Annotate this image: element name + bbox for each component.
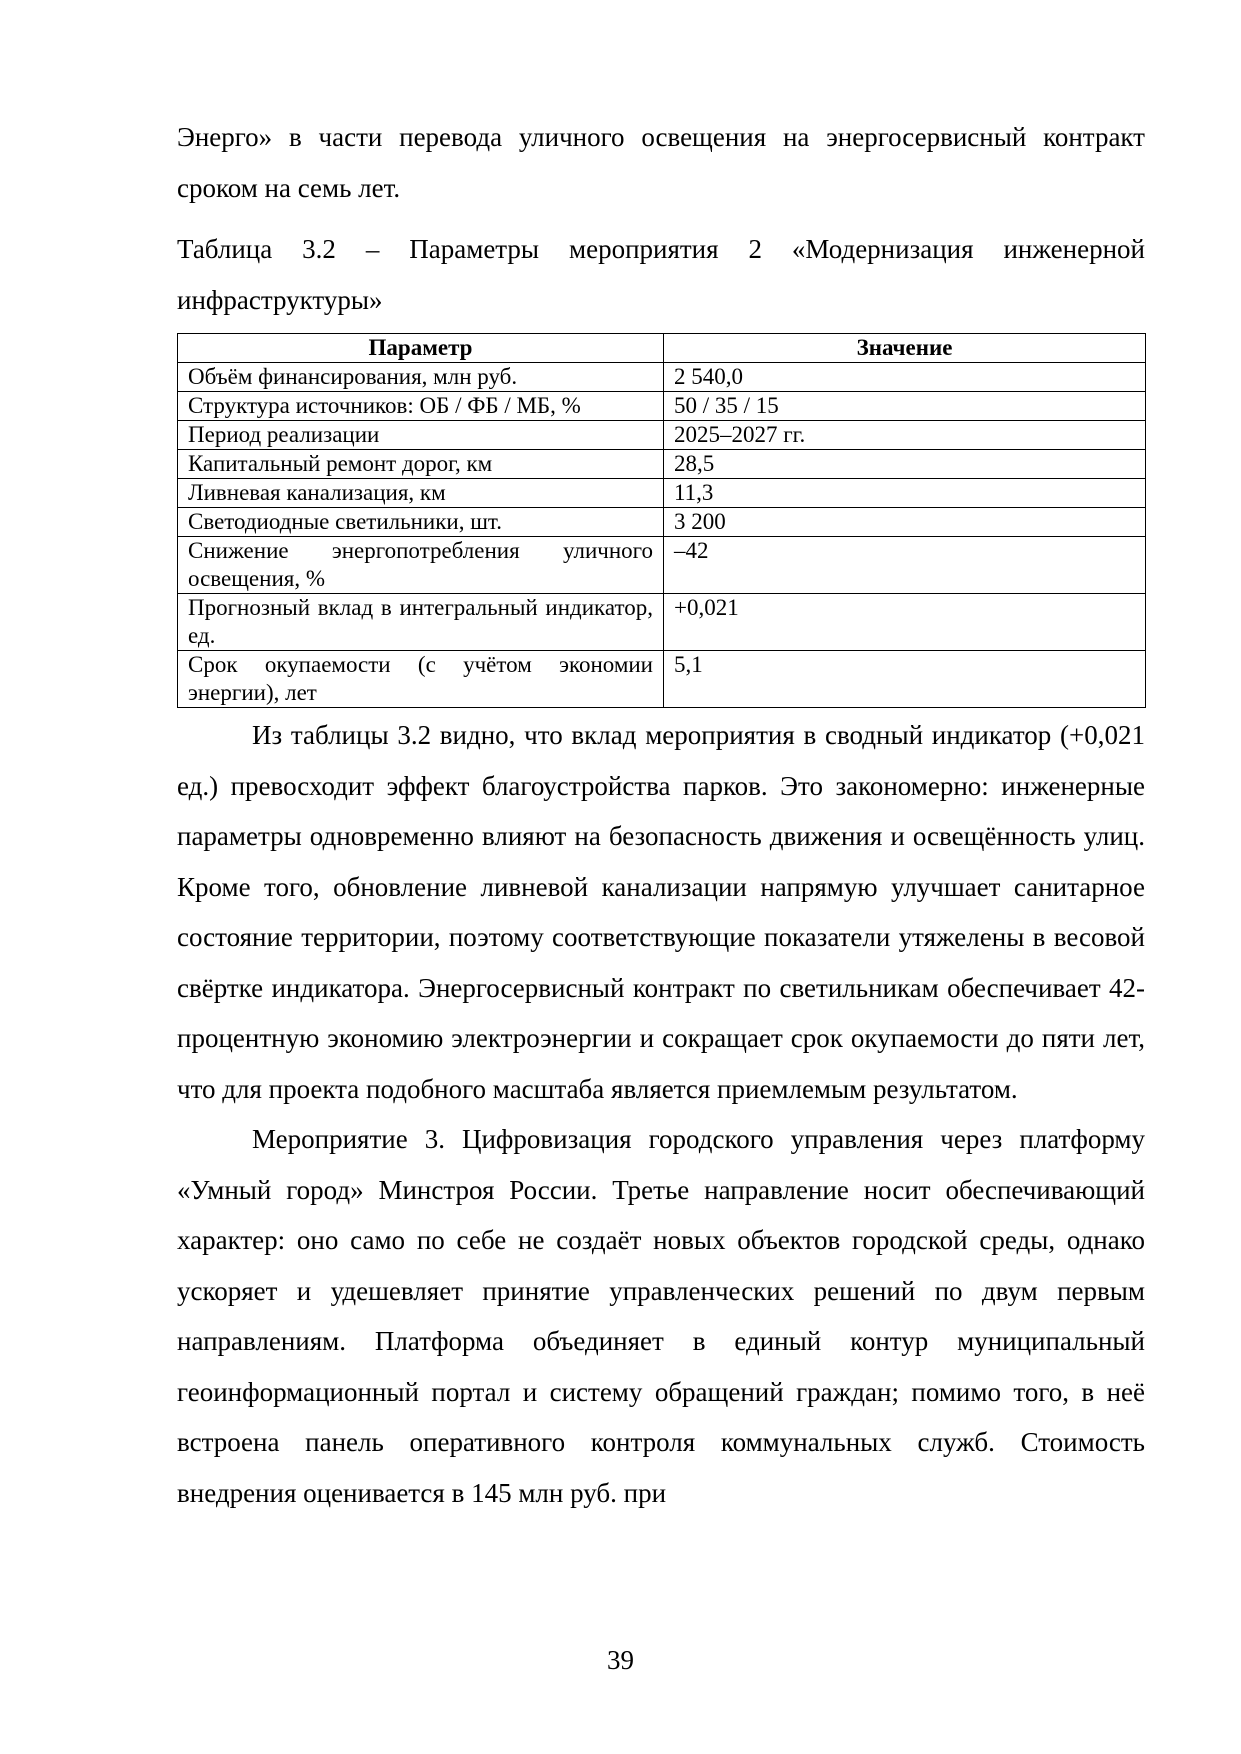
table-cell-value: +0,021 xyxy=(664,594,1146,651)
page-content xyxy=(177,112,1145,1518)
table-cell-value: –42 xyxy=(664,537,1146,594)
paragraph-intro: Энерго» в части перевода уличного освещения на энергосервисный контракт сроком на семь лет. xyxy=(177,122,1145,203)
table-row xyxy=(178,363,1146,392)
table-cell-value: 50 / 35 / 15 xyxy=(664,392,1146,421)
paragraph-measure-3: Мероприятие 3. Цифровизация городского управления через платформу «Умный город» Минстроя России. Третье направление носит обеспечивающий характер: оно само по себе не создаёт новых объектов городской среды, однако ускоряет и удешевляет принятие управленческих решений по двум первым направлениям. Платформа объединяет в единый контур муниципальный геоинформационный портал и систему обращений граждан; помимо того, в неё встроена панель оперативного контроля коммунальных служб. Стоимость внедрения оценивается в 145 млн руб. при xyxy=(177,1124,1145,1508)
table-cell-parameter: Капитальный ремонт дорог, км xyxy=(178,450,664,479)
paragraph-analysis: Из таблицы 3.2 видно, что вклад мероприятия в сводный индикатор (+0,021 ед.) превосходит эффект благоустройства парков. Это закономерно: инженерные параметры одновременно влияют на безопасность движения и освещённость улиц. Кроме того, обновление ливневой канализации напрямую улучшает санитарное состояние территории, поэтому соответствующие показатели утяжелены в весовой свёртке индикатора. Энергосервисный контракт по светильникам обеспечивает 42-процентную экономию электроэнергии и сокращает срок окупаемости до пяти лет, что для проекта подобного масштаба является приемлемым результатом. xyxy=(177,720,1145,1104)
table-cell-value: 2025–2027 гг. xyxy=(664,421,1146,450)
table-row xyxy=(178,508,1146,537)
table-cell-value: 2 540,0 xyxy=(664,363,1146,392)
table-row xyxy=(178,421,1146,450)
table-cell-parameter: Срок окупаемости (с учётом экономии энергии), лет xyxy=(178,651,664,708)
table-cell-value: 3 200 xyxy=(664,508,1146,537)
table-row xyxy=(178,479,1146,508)
table-caption: Таблица 3.2 – Параметры мероприятия 2 «Модернизация инженерной инфраструктуры» xyxy=(177,234,1145,315)
table-cell-parameter: Снижение энергопотребления уличного освещения, % xyxy=(178,537,664,594)
column-header-parameter: Параметр xyxy=(178,334,664,363)
table-row xyxy=(178,450,1146,479)
table-cell-parameter: Структура источников: ОБ / ФБ / МБ, % xyxy=(178,392,664,421)
table-cell-parameter: Объём финансирования, млн руб. xyxy=(178,363,664,392)
column-header-value: Значение xyxy=(664,334,1146,363)
table-row xyxy=(178,594,1146,651)
table-header-row xyxy=(178,334,1146,363)
parameters-table xyxy=(177,333,1146,708)
table-cell-parameter: Ливневая канализация, км xyxy=(178,479,664,508)
table-cell-value: 28,5 xyxy=(664,450,1146,479)
table-cell-value: 5,1 xyxy=(664,651,1146,708)
table-row xyxy=(178,651,1146,708)
table-row xyxy=(178,537,1146,594)
table-cell-parameter: Прогнозный вклад в интегральный индикатор, ед. xyxy=(178,594,664,651)
table-cell-parameter: Период реализации xyxy=(178,421,664,450)
table-row xyxy=(178,392,1146,421)
table-cell-value: 11,3 xyxy=(664,479,1146,508)
page-number: 39 xyxy=(607,1645,634,1675)
table-cell-parameter: Светодиодные светильники, шт. xyxy=(178,508,664,537)
